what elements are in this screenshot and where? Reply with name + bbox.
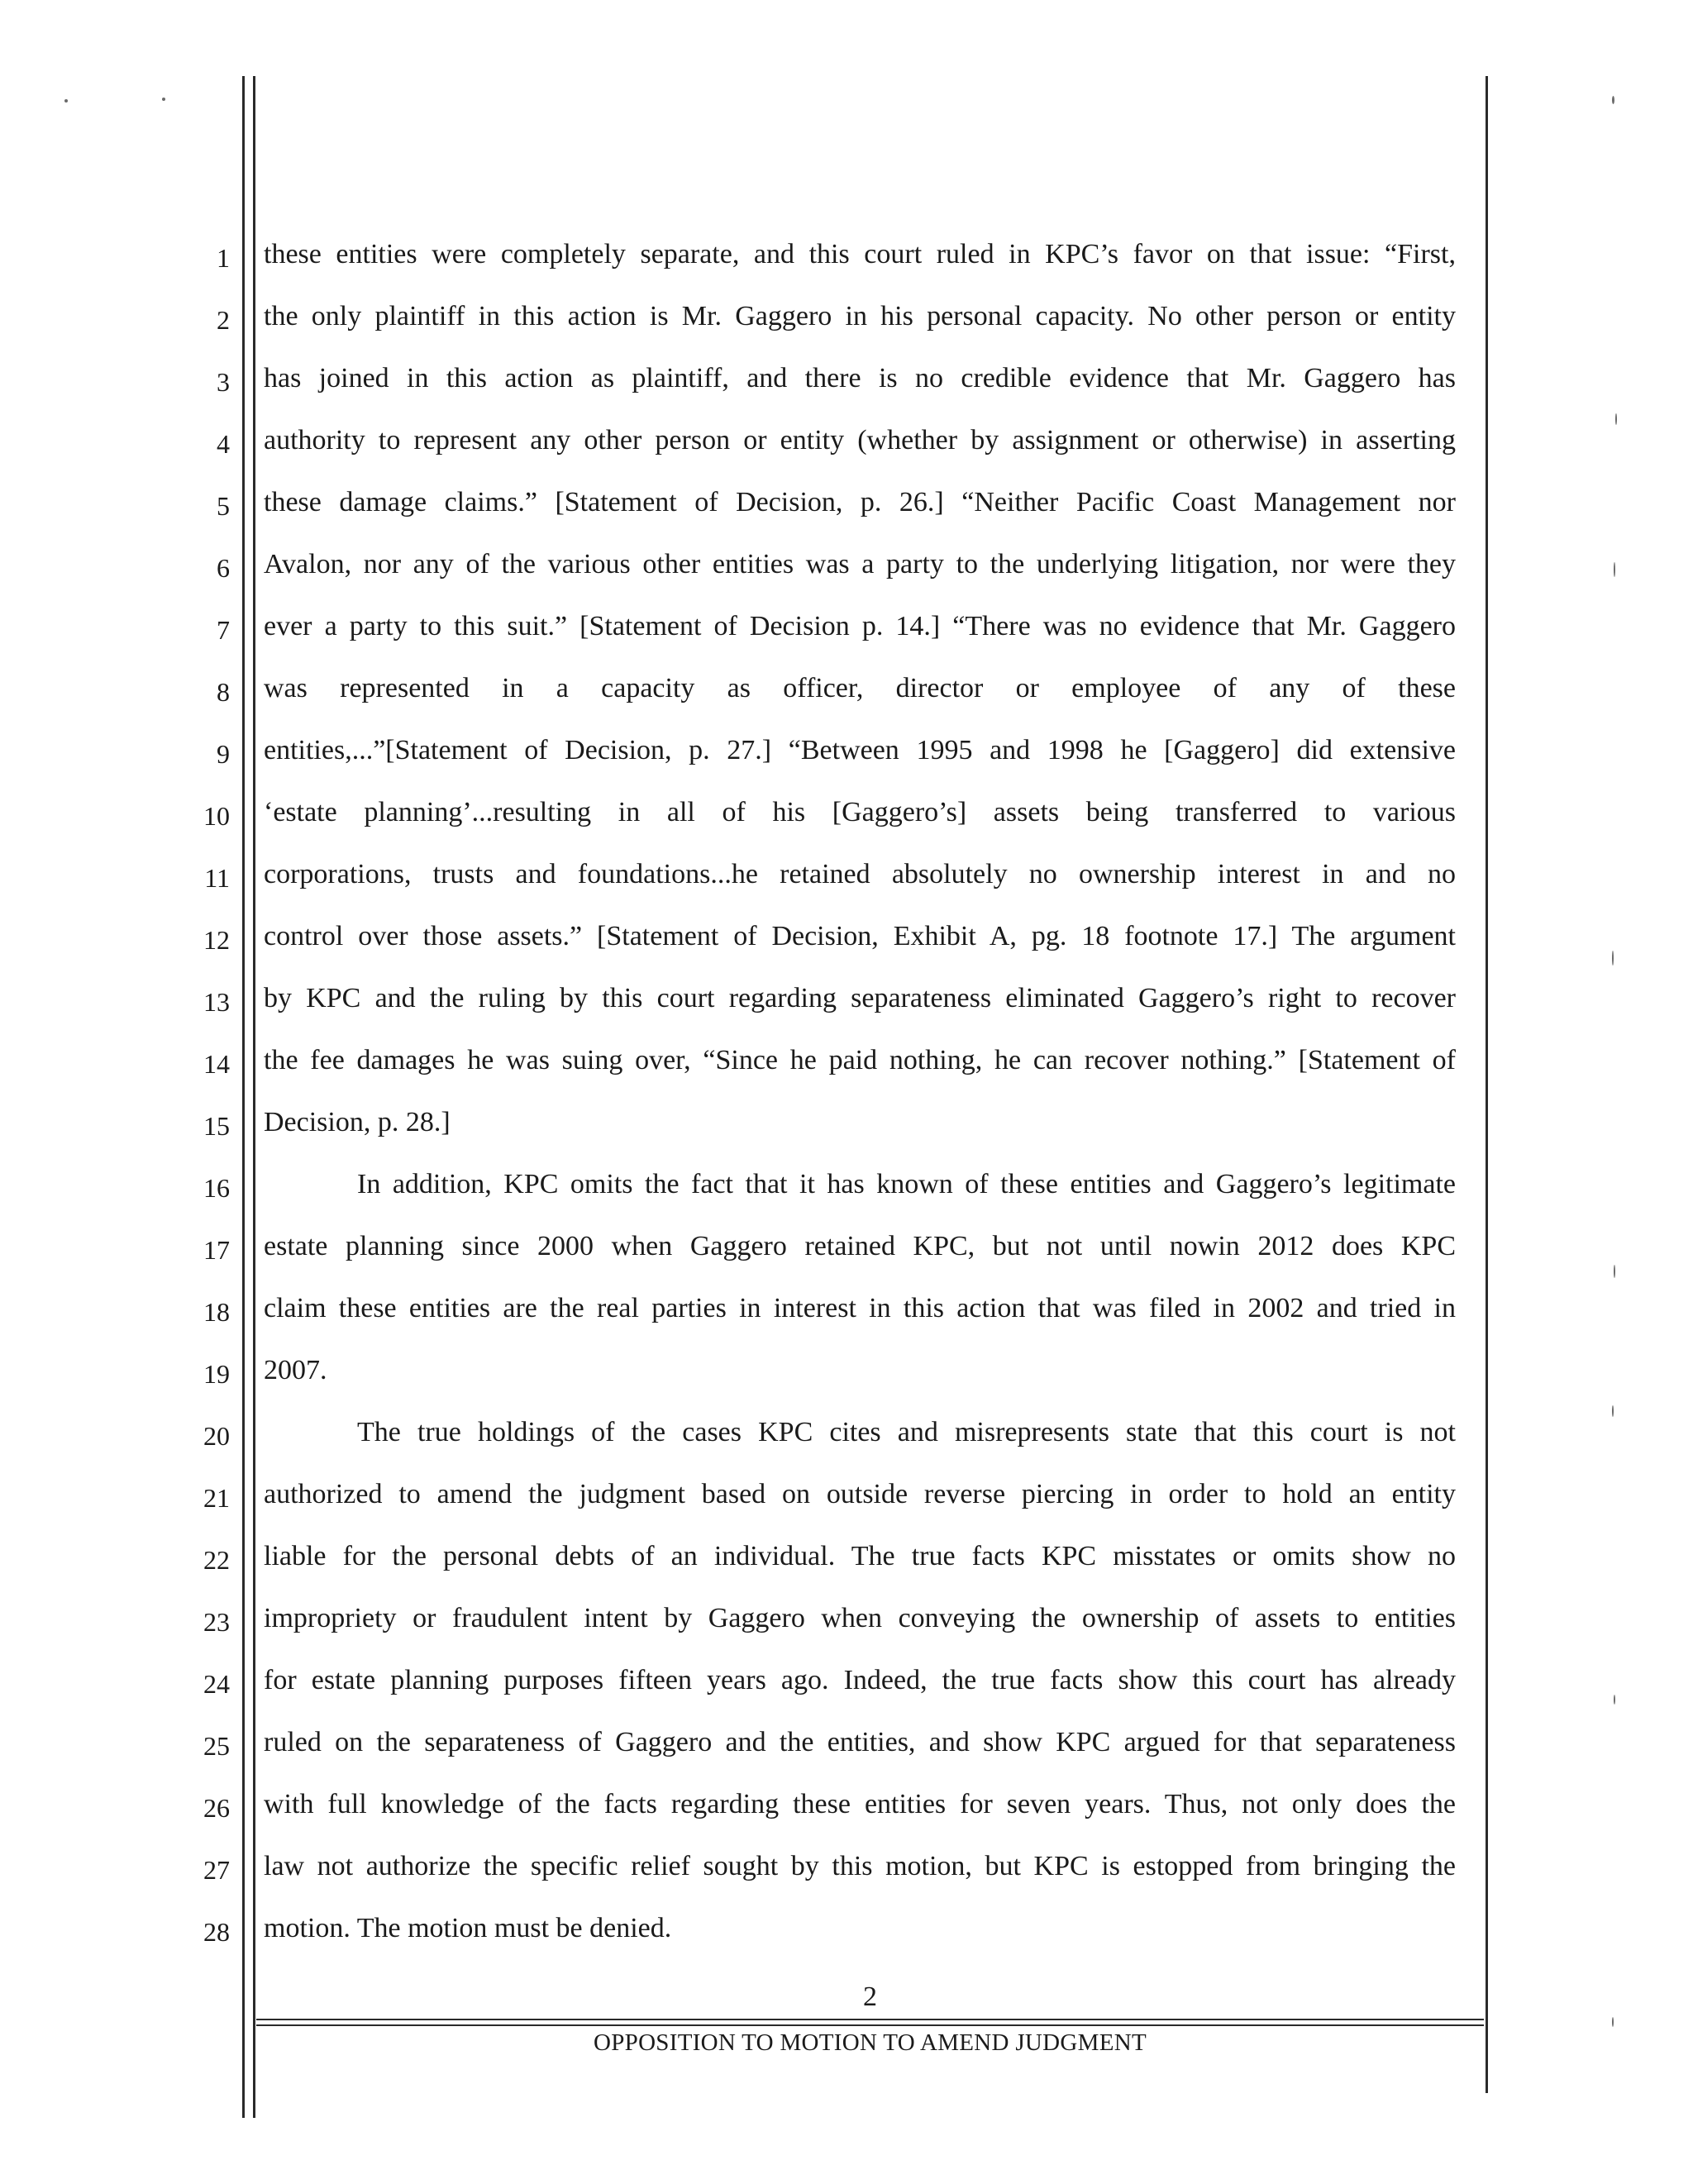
scan-speck xyxy=(1614,1695,1615,1705)
body-line: ruled on the separateness of Gaggero and the entities, and show KPC argued for that separateness xyxy=(264,1727,1456,1757)
scan-speck xyxy=(1615,413,1617,425)
line-number: 21 xyxy=(203,1483,230,1513)
line-number: 11 xyxy=(204,863,230,893)
body-line: corporations, trusts and foundations...he retained absolutely no ownership interest in and no xyxy=(264,859,1456,889)
line-number: 16 xyxy=(203,1173,230,1203)
body-line: for estate planning purposes fifteen years ago. Indeed, the true facts show this court has already xyxy=(264,1665,1456,1695)
line-number: 28 xyxy=(203,1917,230,1947)
right-margin-rule xyxy=(1486,76,1488,2093)
line-number: 4 xyxy=(217,429,230,459)
body-line: ever a party to this suit.” [Statement of Decision p. 14.] “There was no evidence that Mr. Gaggero xyxy=(264,611,1456,641)
body-line: with full knowledge of the facts regarding these entities for seven years. Thus, not only does the xyxy=(264,1789,1456,1819)
line-number: 19 xyxy=(203,1359,230,1389)
line-number: 20 xyxy=(203,1421,230,1451)
body-line: ‘estate planning’...resulting in all of his [Gaggero’s] assets being transferred to various xyxy=(264,797,1456,827)
line-number: 15 xyxy=(203,1111,230,1141)
line-number: 10 xyxy=(203,801,230,831)
line-number: 5 xyxy=(217,491,230,521)
scan-speck xyxy=(1612,951,1614,966)
scan-speck xyxy=(162,98,165,101)
scan-speck xyxy=(1614,1265,1615,1278)
line-number: 6 xyxy=(217,553,230,583)
body-line: claim these entities are the real parties in interest in this action that was filed in 2002 and tried in xyxy=(264,1293,1456,1323)
body-line: has joined in this action as plaintiff, and there is no credible evidence that Mr. Gaggero has xyxy=(264,363,1456,393)
body-line: by KPC and the ruling by this court regarding separateness eliminated Gaggero’s right to recover xyxy=(264,983,1456,1013)
line-number: 14 xyxy=(203,1049,230,1079)
footer-rule-bottom xyxy=(256,2024,1484,2026)
body-line: the fee damages he was suing over, “Since he paid nothing, he can recover nothing.” [Statement of xyxy=(264,1045,1456,1075)
scan-speck xyxy=(1612,96,1614,104)
body-line: control over those assets.” [Statement of Decision, Exhibit A, pg. 18 footnote 17.] The argument xyxy=(264,921,1456,951)
body-line: Avalon, nor any of the various other entities was a party to the underlying litigation, nor were they xyxy=(264,549,1456,579)
body-line: motion. The motion must be denied. xyxy=(264,1913,672,1943)
scan-speck xyxy=(1612,2017,1614,2027)
body-line: estate planning since 2000 when Gaggero retained KPC, but not until nowin 2012 does KPC xyxy=(264,1231,1456,1261)
line-number: 22 xyxy=(203,1545,230,1575)
line-number: 3 xyxy=(217,367,230,397)
left-margin-rule-outer xyxy=(242,76,245,2118)
line-number: 12 xyxy=(203,925,230,955)
body-line: The true holdings of the cases KPC cites and misrepresents state that this court is not xyxy=(357,1417,1456,1447)
body-line: impropriety or fraudulent intent by Gaggero when conveying the ownership of assets to entities xyxy=(264,1603,1456,1633)
line-number: 2 xyxy=(217,305,230,335)
line-number: 25 xyxy=(203,1731,230,1761)
line-number: 27 xyxy=(203,1855,230,1885)
body-line: In addition, KPC omits the fact that it has known of these entities and Gaggero’s legitimate xyxy=(357,1169,1456,1199)
line-number: 17 xyxy=(203,1235,230,1265)
left-margin-rule-inner xyxy=(253,76,255,2118)
body-line: Decision, p. 28.] xyxy=(264,1107,451,1137)
body-line: these entities were completely separate, and this court ruled in KPC’s favor on that issue: “First, xyxy=(264,239,1456,269)
body-line: the only plaintiff in this action is Mr. Gaggero in his personal capacity. No other person or entity xyxy=(264,301,1456,331)
body-line: entities,...”[Statement of Decision, p. 27.] “Between 1995 and 1998 he [Gaggero] did extensive xyxy=(264,735,1456,765)
page-number: 2 xyxy=(863,1981,877,2012)
body-line: law not authorize the specific relief sought by this motion, but KPC is estopped from bringing the xyxy=(264,1851,1456,1881)
body-line: liable for the personal debts of an individual. The true facts KPC misstates or omits show no xyxy=(264,1541,1456,1571)
line-number: 1 xyxy=(217,243,230,273)
line-number: 8 xyxy=(217,677,230,707)
footer-rule-top xyxy=(256,2019,1484,2020)
body-line: these damage claims.” [Statement of Decision, p. 26.] “Neither Pacific Coast Management nor xyxy=(264,487,1456,517)
footer-title: OPPOSITION TO MOTION TO AMEND JUDGMENT xyxy=(593,2029,1147,2056)
line-number: 26 xyxy=(203,1793,230,1823)
line-number: 18 xyxy=(203,1297,230,1327)
scan-speck xyxy=(1612,1405,1614,1417)
line-number: 13 xyxy=(203,987,230,1017)
line-number: 24 xyxy=(203,1669,230,1699)
scan-speck xyxy=(1614,562,1615,577)
body-line: was represented in a capacity as officer, director or employee of any of these xyxy=(264,673,1456,703)
line-number: 7 xyxy=(217,615,230,645)
scan-speck xyxy=(64,99,68,103)
body-line: authorized to amend the judgment based on outside reverse piercing in order to hold an entity xyxy=(264,1479,1456,1509)
line-number: 23 xyxy=(203,1607,230,1637)
body-line: 2007. xyxy=(264,1355,327,1385)
line-number: 9 xyxy=(217,739,230,769)
body-line: authority to represent any other person or entity (whether by assignment or otherwise) in asserting xyxy=(264,425,1456,455)
